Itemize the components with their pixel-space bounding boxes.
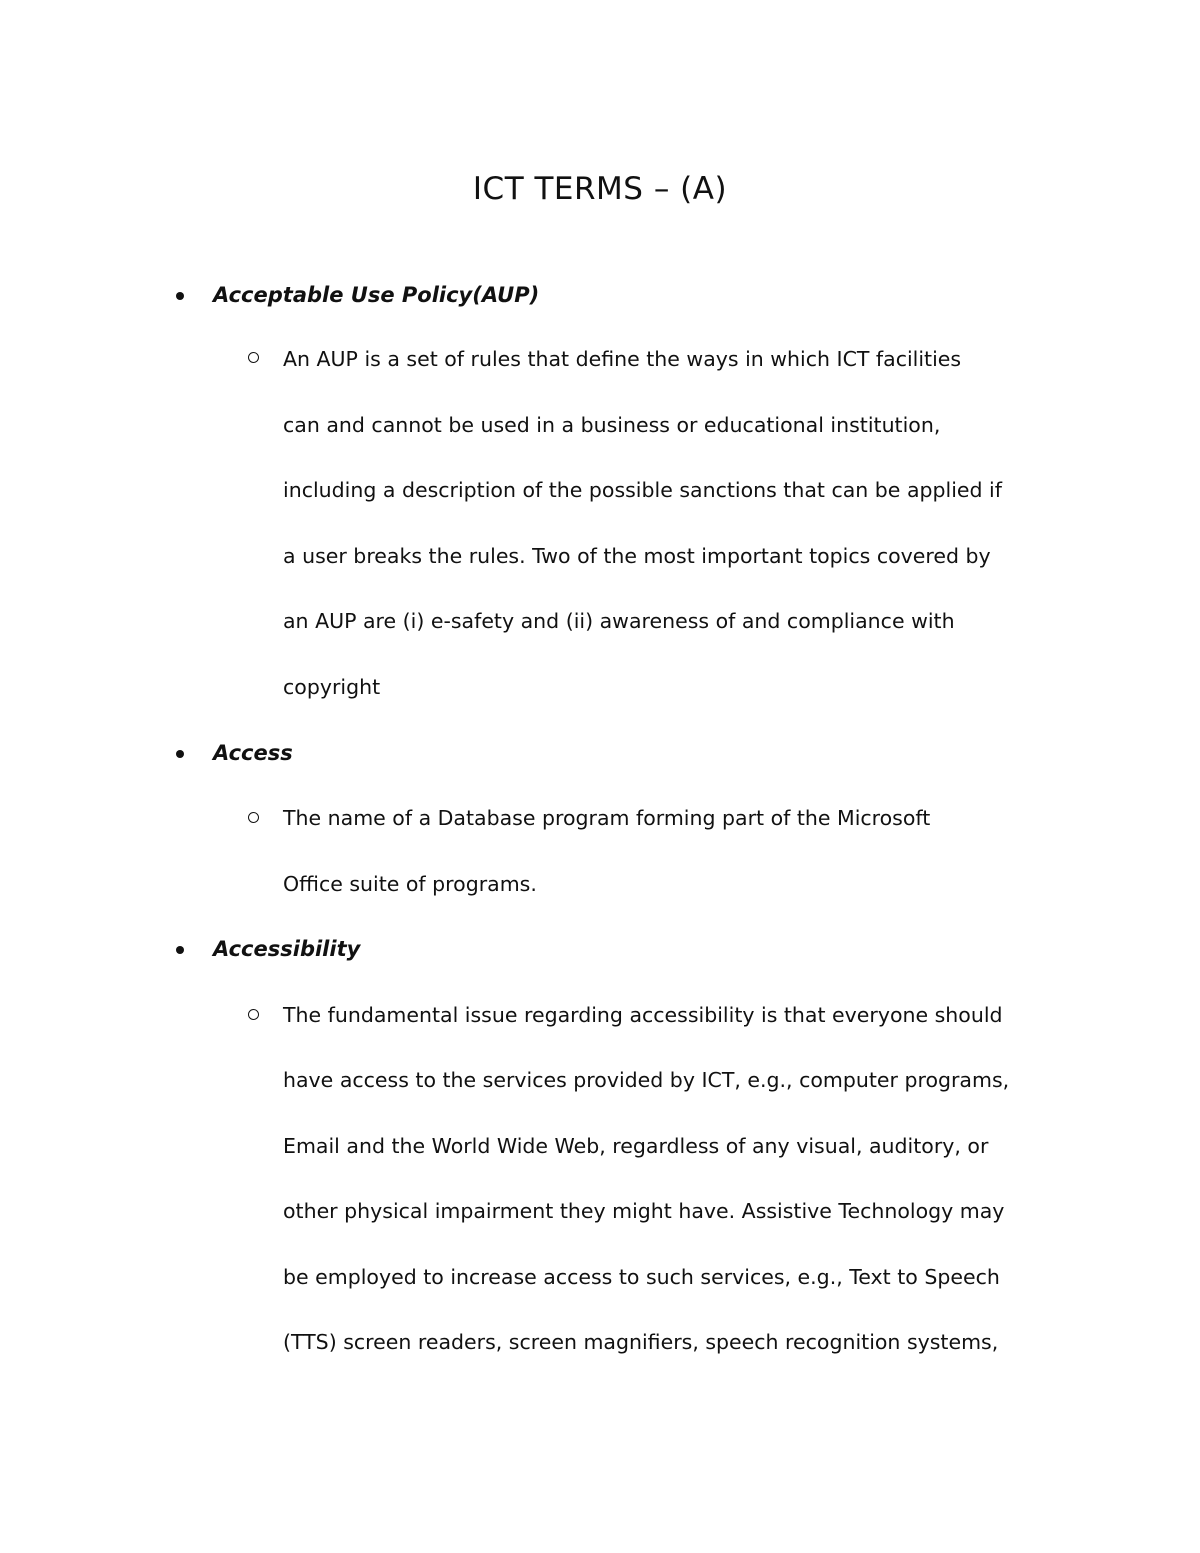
term-label: Accessibility [213,937,361,961]
definition-line: a user breaks the rules. Two of the most important topics covered by [283,544,991,568]
definition-line: an AUP are (i) e-safety and (ii) awareness of and compliance with [283,609,955,633]
definition-line: have access to the services provided by ICT, e.g., computer programs, [283,1068,1010,1092]
definition-line: Office suite of programs. [283,872,537,896]
definition-line: copyright [283,675,381,699]
term-label: Access [213,741,293,765]
term-item-access [0,737,1200,769]
bullet-icon [176,292,184,300]
definition-line: be employed to increase access to such services, e.g., Text to Speech [283,1265,1000,1289]
circle-bullet-icon [248,352,259,363]
term-item-accessibility [0,933,1200,965]
definition-line: other physical impairment they might have. Assistive Technology may [283,1199,1005,1223]
definition-line: An AUP is a set of rules that define the ways in which ICT facilities [283,347,962,371]
page-title: ICT TERMS – (A) [472,171,728,207]
bullet-icon [176,750,184,758]
circle-bullet-icon [248,1009,259,1020]
circle-bullet-icon [248,812,259,823]
definition-line: The name of a Database program forming part of the Microsoft [283,806,931,830]
bullet-icon [176,946,184,954]
term-label: Acceptable Use Policy(AUP) [213,283,540,307]
definition-line: The fundamental issue regarding accessibility is that everyone should [283,1003,1003,1027]
definition-line: can and cannot be used in a business or educational institution, [283,413,941,437]
definition-line: including a description of the possible sanctions that can be applied if [283,478,1002,502]
definition-line: (TTS) screen readers, screen magnifiers, speech recognition systems, [283,1330,999,1354]
term-item-aup [0,279,1200,311]
definition-line: Email and the World Wide Web, regardless of any visual, auditory, or [283,1134,989,1158]
